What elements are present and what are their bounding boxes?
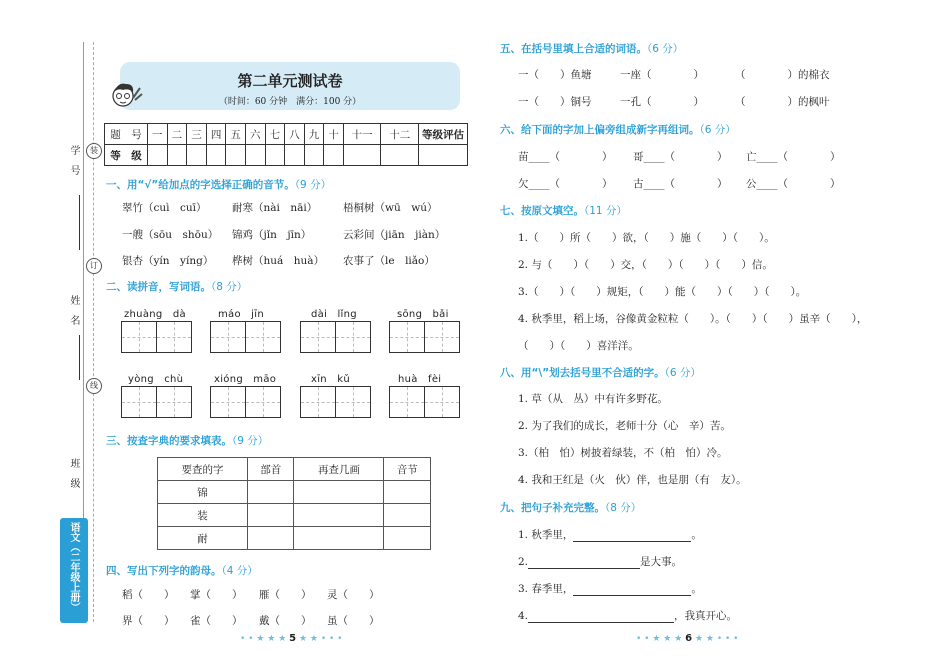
s6-item[interactable]: 哥____（ ） bbox=[633, 151, 728, 163]
dict-cell[interactable] bbox=[294, 527, 384, 550]
pinyin-label: yòng chù bbox=[128, 374, 184, 385]
s4-item[interactable]: 虽（ ） bbox=[327, 615, 380, 627]
s7-line[interactable]: 3.（ ）（ ）规矩，（ ）能（ ）（ ）（ ）。 bbox=[518, 286, 807, 298]
page-number-left: • • ★ ★ ★ 5 ★ ★ • • • bbox=[240, 633, 343, 644]
answer-blank[interactable] bbox=[573, 529, 691, 542]
subject-label: 语文（二年级上册） bbox=[68, 522, 79, 612]
grade-cell[interactable] bbox=[206, 145, 226, 166]
grade-col: 七 bbox=[265, 124, 285, 145]
grade-col: 六 bbox=[245, 124, 265, 145]
dict-header: 要查的字 bbox=[158, 458, 248, 481]
s4-title: 四、写出下列字的韵母。（4 分） bbox=[106, 565, 258, 577]
grade-cell[interactable] bbox=[265, 145, 285, 166]
grade-col: 十二 bbox=[381, 124, 419, 145]
dict-header: 再查几画 bbox=[294, 458, 384, 481]
s9-suffix: 。 bbox=[691, 583, 702, 595]
ding-mark: 订 bbox=[86, 258, 102, 274]
s1-item[interactable]: 翠竹（cuì cuī） bbox=[122, 202, 207, 214]
s4-item[interactable]: 雁（ ） bbox=[259, 589, 312, 601]
grade-eval-header: 等级评估 bbox=[419, 124, 468, 145]
zhuang-mark: 装 bbox=[86, 143, 102, 159]
s8-line[interactable]: 1. 草（从 丛）中有许多野花。 bbox=[518, 393, 668, 405]
pinyin-label: xióng māo bbox=[214, 374, 277, 385]
grade-col: 十一 bbox=[343, 124, 380, 145]
s8-line[interactable]: 4. 我和王红是（火 伙）伴，也是朋（有 友）。 bbox=[518, 474, 747, 486]
s5-item[interactable]: 一座（ ） bbox=[620, 69, 704, 81]
xing-ming-line bbox=[79, 335, 80, 380]
s6-item[interactable]: 公____（ ） bbox=[746, 178, 841, 190]
page-title: 第二单元测试卷 bbox=[237, 72, 343, 90]
dict-char: 锦 bbox=[158, 481, 248, 504]
xian-mark: 线 bbox=[86, 378, 102, 394]
s1-title: 一、用“√”给加点的字选择正确的音节。（9 分） bbox=[106, 179, 332, 191]
page-number-right: • • ★ ★ ★ 6 ★ ★ • • • bbox=[636, 633, 739, 644]
grade-col: 十 bbox=[324, 124, 344, 145]
dict-cell[interactable] bbox=[294, 481, 384, 504]
s9-line[interactable] bbox=[518, 554, 682, 569]
grade-col: 一 bbox=[148, 124, 168, 145]
dict-header: 部首 bbox=[247, 458, 294, 481]
dict-cell[interactable] bbox=[247, 481, 294, 504]
grade-col: 九 bbox=[304, 124, 324, 145]
s4-item[interactable]: 界（ ） bbox=[122, 615, 175, 627]
s6-item[interactable]: 欠____（ ） bbox=[518, 178, 613, 190]
s7-line[interactable]: （ ）（ ）喜洋洋。 bbox=[518, 340, 639, 352]
dict-cell[interactable] bbox=[384, 504, 431, 527]
s1-item[interactable]: 一艘（sōu shōu） bbox=[122, 229, 219, 241]
s9-prefix: 4. bbox=[518, 610, 529, 622]
grade-col: 三 bbox=[187, 124, 207, 145]
s1-item[interactable]: 锦鸡（jǐn jīn） bbox=[232, 229, 312, 241]
grade-cell[interactable] bbox=[381, 145, 419, 166]
dict-cell[interactable] bbox=[294, 504, 384, 527]
s8-title: 八、用“\”划去括号里不合适的字。（6 分） bbox=[500, 367, 701, 379]
s7-title: 七、按原文填空。（11 分） bbox=[500, 205, 627, 217]
s4-item[interactable]: 灵（ ） bbox=[327, 589, 380, 601]
s1-item[interactable]: 农事了（le liǎo） bbox=[343, 255, 435, 267]
s9-title: 九、把句子补充完整。（8 分） bbox=[500, 502, 642, 514]
grade-cell[interactable] bbox=[419, 145, 468, 166]
s1-item[interactable]: 耐寒（nài nāi） bbox=[232, 202, 318, 214]
grade-table bbox=[104, 123, 468, 166]
dict-cell[interactable] bbox=[384, 481, 431, 504]
tianzige-box[interactable] bbox=[389, 386, 460, 418]
ban-ji-label: 班 级 bbox=[68, 458, 79, 488]
s9-prefix: 3. 春季里， bbox=[518, 583, 574, 595]
s9-prefix: 2. bbox=[518, 556, 529, 568]
pinyin-label: zhuàng dà bbox=[124, 309, 186, 320]
xing-ming-label: 姓 名 bbox=[68, 295, 79, 325]
tianzige-box[interactable] bbox=[121, 386, 192, 418]
tianzige-box[interactable] bbox=[210, 386, 281, 418]
answer-blank[interactable] bbox=[528, 610, 674, 623]
s9-line[interactable] bbox=[518, 581, 702, 596]
grade-cell[interactable] bbox=[285, 145, 305, 166]
s6-item[interactable]: 亡____（ ） bbox=[746, 151, 841, 163]
grade-col: 四 bbox=[206, 124, 226, 145]
s1-item[interactable]: 银杏（yín yíng） bbox=[122, 255, 214, 267]
xue-hao-line bbox=[79, 195, 80, 250]
s9-suffix: 。 bbox=[691, 529, 702, 541]
binding-strip bbox=[0, 0, 100, 672]
answer-blank[interactable] bbox=[528, 556, 640, 569]
s9-suffix: 是大事。 bbox=[640, 556, 683, 568]
s6-item[interactable]: 苗____（ ） bbox=[518, 151, 613, 163]
s1-item[interactable]: 云彩间（jiān jiàn） bbox=[343, 229, 446, 241]
pinyin-label: huà fèi bbox=[398, 374, 442, 385]
binding-dashed-line bbox=[93, 42, 94, 622]
pinyin-label: sōng bǎi bbox=[397, 309, 449, 320]
grade-cell[interactable] bbox=[245, 145, 265, 166]
s5-item[interactable]: 一（ ）鱼塘 bbox=[518, 69, 592, 81]
s7-line[interactable]: 1.（ ）所（ ）欲，（ ）施（ ）（ ）。 bbox=[518, 232, 775, 244]
s4-item[interactable]: 掌（ ） bbox=[190, 589, 243, 601]
s5-item[interactable]: （ ）的棉衣 bbox=[735, 69, 830, 81]
s6-item[interactable]: 古____（ ） bbox=[633, 178, 728, 190]
pinyin-label: máo jīn bbox=[218, 309, 264, 320]
tianzige-box[interactable] bbox=[210, 321, 281, 353]
s9-line[interactable] bbox=[518, 527, 702, 542]
answer-blank[interactable] bbox=[573, 583, 691, 596]
grade-cell[interactable] bbox=[304, 145, 324, 166]
s9-line[interactable] bbox=[518, 608, 737, 623]
s1-item[interactable]: 桦树（huá huà） bbox=[232, 255, 325, 267]
dict-cell[interactable] bbox=[247, 527, 294, 550]
tianzige-box[interactable] bbox=[121, 321, 192, 353]
s5-title: 五、在括号里填上合适的词语。（6 分） bbox=[500, 43, 684, 55]
grade-cell[interactable] bbox=[148, 145, 168, 166]
s5-item[interactable]: 一孔（ ） bbox=[620, 96, 704, 108]
grade-cell[interactable] bbox=[187, 145, 207, 166]
s1-item[interactable]: 梧桐树（wū wú） bbox=[343, 202, 438, 214]
dict-cell[interactable] bbox=[384, 527, 431, 550]
grade-col: 八 bbox=[285, 124, 305, 145]
tianzige-box[interactable] bbox=[300, 386, 371, 418]
grade-cell[interactable] bbox=[226, 145, 246, 166]
grade-cell[interactable] bbox=[167, 145, 187, 166]
grade-row-label: 等 级 bbox=[105, 145, 148, 166]
dict-char: 装 bbox=[158, 504, 248, 527]
grade-cell[interactable] bbox=[343, 145, 380, 166]
s5-item[interactable]: （ ）的枫叶 bbox=[735, 96, 830, 108]
s4-item[interactable]: 稻（ ） bbox=[122, 589, 175, 601]
s4-item[interactable]: 雀（ ） bbox=[190, 615, 243, 627]
xue-hao-label: 学 号 bbox=[68, 145, 79, 175]
s8-line[interactable]: 3.（柏 怕）树披着绿装，不（柏 怕）冷。 bbox=[518, 447, 728, 459]
s5-item[interactable]: 一（ ）铜号 bbox=[518, 96, 592, 108]
s7-line[interactable]: 2. 与（ ）（ ）交，（ ）（ ）（ ）信。 bbox=[518, 259, 773, 271]
s6-title: 六、给下面的字加上偏旁组成新字再组词。（6 分） bbox=[500, 124, 736, 136]
grade-col: 二 bbox=[167, 124, 187, 145]
tianzige-box[interactable] bbox=[389, 321, 460, 353]
s9-suffix: ，我真开心。 bbox=[674, 610, 738, 622]
dict-char: 耐 bbox=[158, 527, 248, 550]
s4-item[interactable]: 戴（ ） bbox=[259, 615, 312, 627]
s8-line[interactable]: 2. 为了我们的成长，老师十分（心 辛）苦。 bbox=[518, 420, 731, 432]
dictionary-table bbox=[157, 457, 431, 550]
dict-header: 音节 bbox=[384, 458, 431, 481]
s7-line[interactable]: 4. 秋季里，稻上场，谷像黄金粒粒（ ）。（ ）（ ）虽辛（ ）， bbox=[518, 313, 868, 325]
s2-title: 二、读拼音，写词语。（8 分） bbox=[106, 281, 248, 293]
grade-cell[interactable] bbox=[324, 145, 344, 166]
pinyin-label: dài lǐng bbox=[311, 309, 357, 320]
pinyin-label: xīn kǔ bbox=[311, 374, 350, 385]
page-subtitle: （时间：60 分钟 满分：100 分） bbox=[218, 97, 362, 107]
grade-col: 五 bbox=[226, 124, 246, 145]
dict-cell[interactable] bbox=[247, 504, 294, 527]
s9-prefix: 1. 秋季里， bbox=[518, 529, 574, 541]
s3-title: 三、按查字典的要求填表。（9 分） bbox=[106, 435, 269, 447]
tianzige-box[interactable] bbox=[300, 321, 371, 353]
grade-header: 题 号 bbox=[105, 124, 148, 145]
